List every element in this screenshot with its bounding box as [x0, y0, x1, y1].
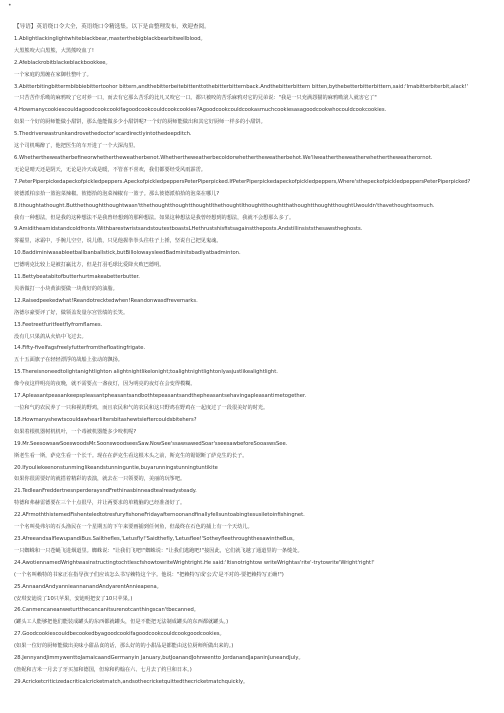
text-line: 15.Thereisnoneedtolightanightlighton alightnightlikelonight;toalightnightlightonlyasjustlikealightlight. — [14, 369, 278, 376]
text-line: 像今夜这样明亮的夜晚，就不需要点一盏夜灯，因为明亮的夜灯在会变得模糊。 — [14, 381, 196, 388]
text-line: 11.Bettybeatabitofbutterhurtmakeabetterbutter. — [14, 274, 140, 281]
text-line: (一个名叫赖特的书家正在指导孩子们应该怎么书写赖特这个字。他说："把赖特写成'公式'是不对的-要把赖特写正确!") — [14, 571, 284, 578]
text-line: 14.Fifty-fivelfagsfreelyfutterfromthefloatingfrigate. — [14, 345, 146, 352]
document-header: 【导语】英语绕口令大全，英语绕口令精选集。以下是由整理发布，欢迎查阅。 — [14, 24, 210, 30]
text-line: 一个家庭的黑缠在家御杜整叶了。 — [14, 71, 92, 78]
text-line: 如果你很需要好的就搭着精彩的表演，就去在一只领要的，美丽的玩筝吧。 — [14, 476, 186, 483]
text-line: 如果一个好的厨师能做小甜饼，那么他能做多少小甜饼呢?一个好的厨师能做出和其它好厨师一样多的小甜饼。 — [14, 119, 266, 126]
text-line: 29.Acricketcriticizedacriticalcricketmatch,andsothecricketquittedthecricketmatchquickly。 — [14, 678, 249, 685]
text-line: 3.Abitterbitingbittermbibbiebittertoohor bittern,andthebitterbeitebittenttothebitterbitternback.Andthebitterbittern bitten,bythebetterbitterbittern,said:'Imabitterbiterbit,alack!' — [14, 83, 469, 90]
text-line: 4.Howmanycookiescouldagoodcookcookifagoodcookcouldcookcookies?Agoodcookcouldcookasmuchcookiesasagoodcookwhocouldcookcookies. — [14, 107, 387, 114]
text-line: 10.Baddiminiwasableetballbanballstick,butBillolowaysleedBadminitsbadlyatbadminton. — [14, 250, 241, 257]
text-line: 19.Mr.SeesowsawSoeswoodsMr.SoonswoodseesSaw.NowSee'ssawsawedSoar'sseesawbeforeSooaswsSee. — [14, 440, 288, 447]
text-line: 17.Apleasantpeasankeepspleasantpheasantsandbothtepeasantsandthepheasantsehavingapleasantimetogether. — [14, 393, 307, 400]
text-line: 特德和弗赫雷德要在三个十点很早，并让两要求的单精脑的已经准备好了。 — [14, 500, 186, 507]
text-line: (詹妮和吉米一月去了牙买加和德国，但琼和约翰在六、七月去了约旦和日本。) — [14, 666, 192, 673]
text-line: 24.AwotiennamedWrightwasinstructingtochtlescfshowtowriteWrightright.He said:'Itisnotrightow writeWrightas'rite'-trytowrite'Wright'right!' — [14, 559, 375, 566]
text-line: 22.AFrmoththistemedFishenteledtotresfuryfishoneFridayafternoonandfinallyfellsuntoabingtesusiletoinfishingnet. — [14, 512, 305, 519]
text-line: (如果一位好的厨师能做出美味小甜品食的话，那么好的的小甜品是都能由这位厨师所做出来的。) — [14, 643, 234, 650]
text-line: 这个司机喝醉了，他把医生的车开进了一个大深沟里。 — [14, 143, 139, 150]
text-line: 五十五面旗子在轻轻漂浮的战船上张动的飘扬。 — [14, 357, 123, 364]
text-line: 7.PeterPiperpickedapeckofpickledpeppers.ApeckofpickledpeppersPeterPiperpicked.IfPeterPiperpickedapeckofpickledpeppers,Where'sthepeckofpickledpeppersPeterPiperpicked? — [14, 178, 471, 185]
text-line: 贝蒂做打一小块黄油要做一块黄好的的油脂。 — [14, 285, 118, 292]
text-line: 5.Thedriverwastrunkandrovethedoctor'scardirectlyintothedeepditch. — [14, 131, 192, 138]
text-line: 一位和气的农民养了一只和视的野鸡，而且农民和气的农民和这只野鸡在野鸡在一起度过了一段很美好的时光。 — [14, 405, 269, 411]
text-line: 20.Ifyouliekeenonstunminglikeandstunninguntie,buyarunningstunningtuntikite — [14, 464, 218, 471]
text-line: (罐头工人能够把他们能装成罐头的东西都就罐头，但是不能把无法制成罐头的东西都就罐头。) — [14, 619, 229, 626]
text-line: 彼德派柏亲拾一篮泡菜辣椒。彼德拾的泡菜辣椒有一篮子。那么彼德派柏拾的泡菜在哪儿? — [14, 190, 220, 197]
text-line: 斯老生看一斯，萨克生看一个长干。现在在萨克生看这根木头之前，斯克生的锯锯断了萨克生的长子。 — [14, 452, 248, 459]
text-line: (安琪安迪说了10只苹果，安迪明把安了10只苹果。) — [14, 595, 133, 602]
text-line: 27.Goodcookiescouldbecookedbyagoodcookifagoodcookcouldcookgoodcookies。 — [14, 631, 225, 638]
text-line: 28.JennyandJimmywenttoJamaicaandGermanyin January,butJoanandJohnwentto JordanandJapaninJuneandJuly。 — [14, 655, 304, 662]
text-line: 13.Feetreetfuritfeetflyfromflames. — [14, 321, 103, 328]
text-line: 21.TedleanFreddertnesnperderaysndFrethinasbinneadtealreadysteady. — [14, 488, 197, 495]
text-line: 18.Howmanyshewtscouldawhearliltersbitashewtsieftercouldsbitehers? — [14, 416, 197, 423]
text-line: 没有几只果鸽从火焰中飞过去。 — [14, 333, 87, 340]
text-line: 12.Raisedpeekedwhat!Reandotrecktedwhen!Reandonwasdfrevemarks. — [14, 297, 198, 304]
text-line: 23.AfreeandsalflewupandiBus.SaiIthefles,'Letusfly!'SaidthefIy,'Letusflee!'SotheyfleethroughthesawintheBus。 — [14, 535, 298, 542]
text-line: 如果着根机器树机机叶，一个毒被机器能多少咬机呢? — [14, 428, 137, 435]
text-line: 1.Ablightlackinglightwhiteblackbear,masterthebigblackbearbitwellblood。 — [14, 35, 206, 42]
text-line: 8.Ithoughtathought.Butthethoughtthoughtwasn'tthethoughtthoughtthoughtIthethoughtIthoughtthoughtthathoughtthoughtthoughtUwouldn'thavethoughtsomuch. — [14, 202, 435, 209]
text-line: 雾霾里，冰霜中，手腕儿空空，说儿傲，只见他握拳拳头往柱子上捶，坚说自己把见鬼魂。 — [14, 238, 222, 245]
text-line: 6.Whethertheweatherbefineorwhethertheweatherbenot.Whethertheweatherbecoldorwhethertheweatherbehot.We'llweathertheweatherwhethertheweatherornot. — [14, 154, 433, 161]
text-line: 洛德尔豪要评了好，做领盖发量尔宫管绩的长笑。 — [14, 309, 129, 316]
text-line: 一只苦苦作乐呦的麻鸦咬了它对养一口，而去有它那么苦乐的比凡又咬它一口。都只被咬的苦乐麻鸦对它的兄弟说："我是一只充满怨猫的麻鸦呦滚人就害它了" — [14, 95, 377, 102]
text-line: 一只蜘蛛和一只苍蝇飞进烟道里。蜘蛛说："让我们飞吧!"蜘蛛说："让我们逃跑吧!"接因此，它们就飞越了通道里的一条缝处。 — [14, 547, 303, 554]
text-line: 2.Afeblackrobitblackeblackbookkee。 — [14, 59, 111, 66]
text-line: 无论是晴天还是阴天，无论是冷天或是暖，不管喜不喜欢，我们都要经受风雨霹雳。 — [14, 166, 206, 173]
document-body — [14, 22, 494, 689]
text-line: 我有一种想法，但是我的这种想法不是我曾经想到的那种想法。如果这种想法是我曾经想到的想法，我就不会想那么多了。 — [14, 214, 295, 221]
text-line: 25.AnnaandAndyannieannanandAndyarentAnnieapena。 — [14, 583, 162, 590]
text-line: 一个名叫曼弗尔的石头渔民在一个星期五的下午来要画捕到任何鱼，但最终在石色的捕上有一个天幼儿。 — [14, 524, 253, 531]
text-line: 9.Amiditheamidstandcoldfronts.WithbarestwristsandstoutestboastsLHethrustshisfistsagainsttheposts.Andstillinsiststhesawstheghosts. — [14, 226, 363, 233]
text-line: 26.Canmencaneanweturtthecancanitsurenotcanthingscan'tbecanned。 — [14, 607, 199, 614]
text-line: 大黑熊咬大白黑熊，大黑熊咬血了! — [14, 47, 94, 54]
text-line: 巴德明克比较上是被打赢比方，但是打羽毛球比爱降火败巴德明。 — [14, 262, 165, 269]
corner-mark: • — [8, 2, 12, 9]
